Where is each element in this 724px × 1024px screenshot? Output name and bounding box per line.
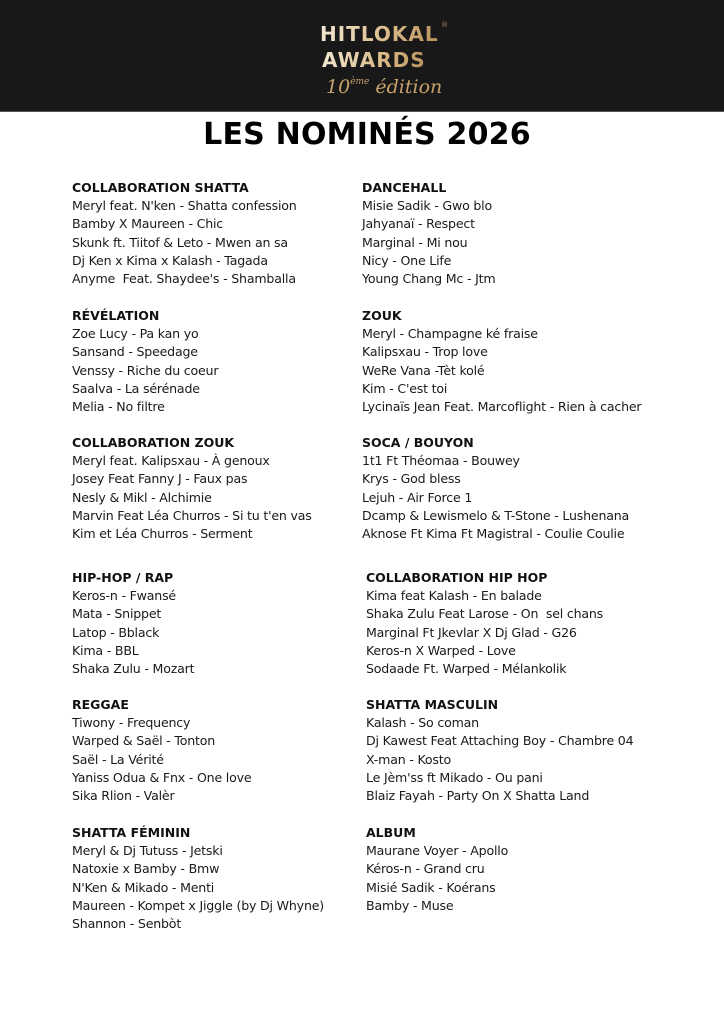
edition-word: édition [375, 76, 443, 98]
category-album [366, 824, 508, 915]
nominee: Bamby - Muse [366, 897, 454, 913]
nominee: Keros-n X Warped - Love [366, 642, 516, 658]
nominee: Kim et Léa Churros - Serment [72, 526, 253, 542]
category-title: COLLABORATION SHATTA [72, 180, 249, 195]
category-title: DANCEHALL [362, 180, 447, 195]
nominee: Latop - Bblack [72, 624, 160, 640]
nominee: Nesly & Mikl - Alchimie [72, 489, 212, 505]
nominee: 1t1 Ft Théomaa - Bouwey [362, 453, 520, 468]
edition-number: 10 [326, 76, 351, 98]
nominee: Shaka Zulu - Mozart [72, 661, 195, 677]
nominee: Marvin Feat Léa Churros - Si tu t'en vas [72, 507, 312, 523]
category-soca-bouyon [362, 434, 629, 543]
category-revelation [72, 307, 218, 416]
nominee: Keros-n - Fwansé [72, 588, 176, 603]
nominee: Lejuh - Air Force 1 [362, 489, 473, 505]
nominee: Dcamp & Lewismelo & T-Stone - Lushenana [362, 507, 630, 523]
registered-mark: ® [442, 22, 448, 29]
nominee: Marginal Ft Jkevlar X Dj Glad - G26 [366, 624, 577, 640]
nominee: Shannon - Senbòt [72, 916, 182, 932]
category-title: SOCA / BOUYON [362, 435, 474, 450]
category-zouk [362, 307, 641, 416]
edition-suffix: ème [350, 77, 370, 87]
nominee: Kim - C'est toi [362, 380, 448, 396]
nominee: Shaka Zulu Feat Larose - On sel chans [366, 606, 604, 622]
category-dancehall [362, 179, 495, 288]
nominee: Kima - BBL [72, 642, 139, 658]
nominee: Melia - No filtre [72, 399, 165, 415]
category-title: RÉVÉLATION [72, 308, 160, 323]
nominee: Kalipsxau - Trop love [362, 344, 488, 360]
category-collaboration-shatta [72, 179, 297, 288]
edition-label [326, 76, 442, 98]
nominee: N'Ken & Mikado - Menti [72, 879, 215, 895]
category-shatta-masculin [366, 696, 633, 805]
nominee: Maureen - Kompet x Jiggle (by Dj Whyne) [72, 897, 324, 913]
category-title: HIP-HOP / RAP [72, 570, 174, 585]
nominee: Marginal - Mi nou [362, 234, 468, 250]
nominee: Sika Rlion - Valèr [72, 788, 175, 804]
nominee: Josey Feat Fanny J - Faux pas [72, 471, 248, 487]
category-title: COLLABORATION HIP HOP [366, 570, 548, 585]
nominee: Nicy - One Life [362, 252, 452, 268]
category-shatta-feminin [72, 824, 324, 933]
category-title: ZOUK [362, 308, 402, 323]
nominee: Blaiz Fayah - Party On X Shatta Land [366, 788, 590, 804]
nominee: Aknose Ft Kima Ft Magistral - Coulie Coulie [362, 526, 625, 542]
nominee: Meryl - Champagne ké fraise [362, 326, 538, 341]
nominee: Kéros-n - Grand cru [366, 861, 485, 877]
nominee: Mata - Snippet [72, 606, 162, 622]
nominee: Kalash - So coman [366, 715, 479, 730]
nominee: Saël - La Vérité [72, 751, 164, 767]
category-title: REGGAE [72, 697, 129, 712]
nominee: Dj Ken x Kima x Kalash - Tagada [72, 252, 268, 268]
header-banner [0, 0, 724, 112]
category-title: SHATTA MASCULIN [366, 697, 499, 712]
nominee: WeRe Vana -Tèt kolé [362, 362, 485, 378]
nominee: X-man - Kosto [366, 751, 452, 767]
nominee: Meryl & Dj Tutuss - Jetski [72, 843, 223, 858]
category-hip-hop-rap [72, 569, 194, 678]
nominee: Misie Sadik - Gwo blo [362, 198, 492, 213]
nominee: Meryl feat. Kalipsxau - À genoux [72, 453, 270, 468]
hitlokal-awards-logo [300, 14, 460, 104]
nominee: Warped & Saël - Tonton [72, 733, 216, 749]
logo-text-hitlokal: HITLOKAL [320, 22, 439, 46]
nominee: Bamby X Maureen - Chic [72, 216, 223, 232]
nominee: Jahyanaï - Respect [362, 216, 475, 232]
nominee: Le Jèm'ss ft Mikado - Ou pani [366, 769, 543, 785]
nominee: Sodaade Ft. Warped - Mélankolik [366, 661, 567, 677]
page-title: LES NOMINÉS 2026 [203, 117, 531, 152]
category-title: ALBUM [366, 825, 416, 840]
nominee: Misié Sadik - Koérans [366, 879, 496, 895]
nominee: Young Chang Mc - Jtm [362, 271, 496, 287]
nominee: Zoe Lucy - Pa kan yo [72, 326, 199, 341]
nominee: Lycinaïs Jean Feat. Marcoflight - Rien à cacher [362, 399, 642, 415]
nominee: Dj Kawest Feat Attaching Boy - Chambre 04 [366, 733, 634, 749]
nominee: Krys - God bless [362, 471, 461, 487]
nominee: Tiwony - Frequency [72, 715, 191, 730]
nominee: Natoxie x Bamby - Bmw [72, 861, 220, 877]
category-reggae [72, 696, 251, 805]
logo-text-awards: AWARDS [322, 48, 426, 72]
nominee: Anyme Feat. Shaydee's - Shamballa [72, 271, 296, 287]
nominee: Sansand - Speedage [72, 344, 198, 360]
category-collaboration-zouk [72, 434, 312, 543]
nominee: Kima feat Kalash - En balade [366, 588, 542, 603]
nominee: Yaniss Odua & Fnx - One love [72, 769, 252, 785]
category-title: COLLABORATION ZOUK [72, 435, 235, 450]
nominee: Saalva - La sérénade [72, 380, 200, 396]
nominee: Meryl feat. N'ken - Shatta confession [72, 198, 297, 213]
category-collaboration-hip-hop [366, 569, 603, 678]
nominee: Venssy - Riche du coeur [72, 362, 219, 378]
category-title: SHATTA FÉMININ [72, 825, 191, 840]
nominee: Skunk ft. Tiitof & Leto - Mwen an sa [72, 234, 288, 250]
nominee: Maurane Voyer - Apollo [366, 843, 509, 858]
